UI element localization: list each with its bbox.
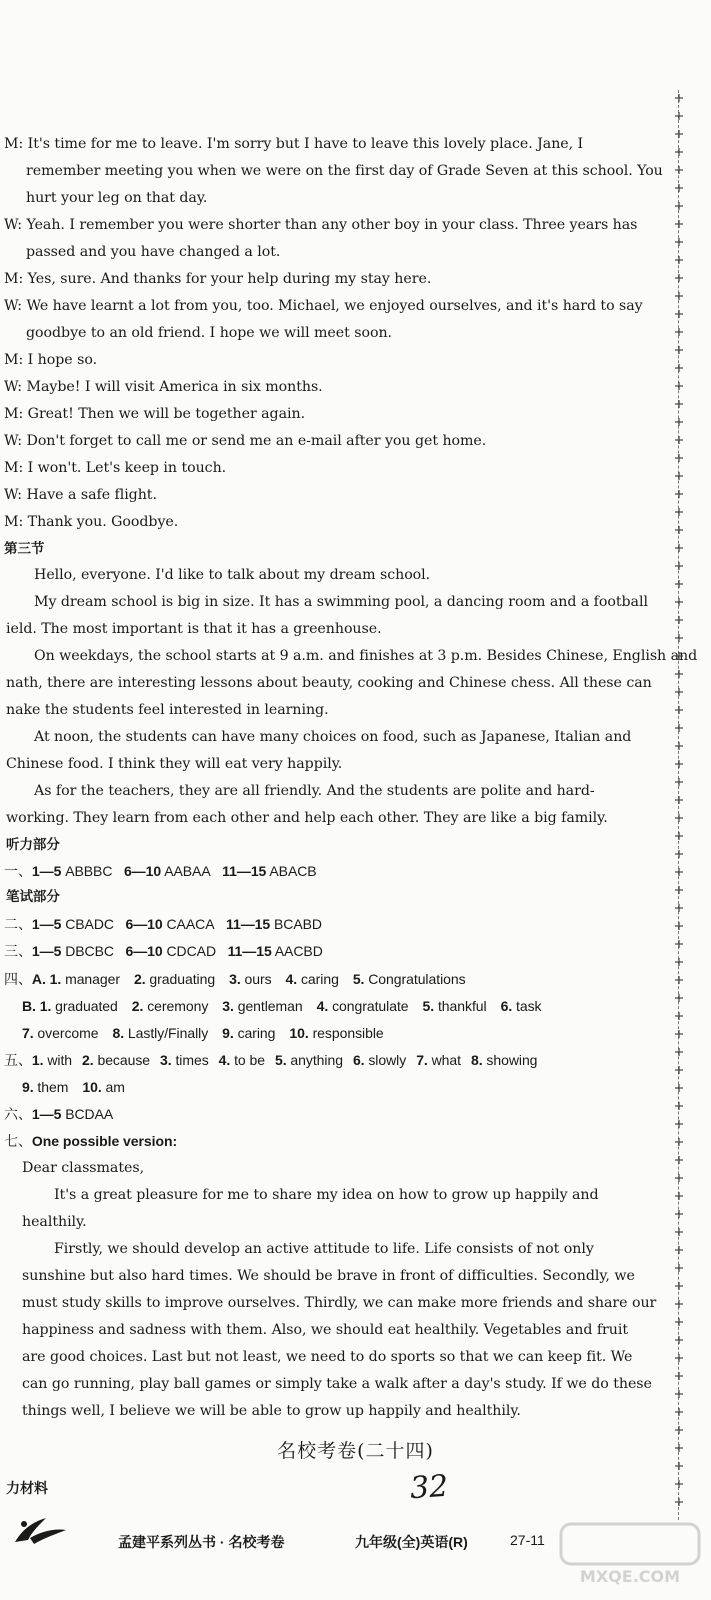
section-4-row-b2 <box>22 1024 384 1042</box>
written-heading: 笔试部分 <box>6 889 60 905</box>
answer-word: task <box>516 998 542 1014</box>
answer-word: graduated <box>55 998 118 1014</box>
answer-word: Congratulations <box>368 971 466 987</box>
range-label: 1—5 <box>31 916 62 932</box>
section-number: 五、 <box>4 1052 32 1068</box>
answer-word: am <box>105 1079 125 1095</box>
item-number: 5. <box>274 1052 291 1068</box>
footer-page-code: 27-11 <box>510 1532 545 1548</box>
item-number: 3. <box>222 998 238 1014</box>
answer-word: anything <box>290 1052 343 1068</box>
item-number: 6. <box>352 1052 369 1068</box>
essay-line: happiness and sadness with them. Also, we should eat healthily. Vegetables and fruit <box>22 1322 628 1338</box>
section-number: 二、 <box>4 916 32 932</box>
item-number: 1. <box>49 971 66 987</box>
item-number: 8. <box>112 1025 128 1041</box>
answer-list <box>22 1079 125 1095</box>
passage-line: At noon, the students can have many choices on food, such as Japanese, Italian and <box>34 729 632 745</box>
answer-word: graduating <box>149 971 216 987</box>
dialogue-line: goodbye to an old friend. I hope we will meet soon. <box>26 325 393 341</box>
item-number: 1. <box>39 998 56 1014</box>
item-number: 2. <box>133 971 150 987</box>
section-3-label: 第三节 <box>4 541 45 557</box>
range-label: 6—10 <box>125 943 163 959</box>
section-4-row-a <box>4 970 466 988</box>
section-number: 七、 <box>4 1133 32 1149</box>
passage-line: Hello, everyone. I'd like to talk about my dream school. <box>34 567 431 583</box>
section-7-heading <box>4 1132 177 1150</box>
answer-group: AACBD <box>274 943 323 959</box>
essay-line: healthily. <box>22 1214 87 1230</box>
answer-word: ceremony <box>147 998 209 1014</box>
passage-line: nake the students feel interested in learning. <box>6 702 329 718</box>
answer-list <box>32 1052 538 1068</box>
essay-line: sunshine but also hard times. We should be brave in front of difficulties. Secondly, we <box>22 1268 635 1284</box>
exam-title: 名校考卷(二十四) <box>277 1440 434 1462</box>
publisher-logo-icon <box>10 1508 70 1552</box>
item-number: 10. <box>82 1079 106 1095</box>
passage-line: As for the teachers, they are all friendly. And the students are polite and hard- <box>34 783 595 799</box>
answer-word: them <box>37 1079 69 1095</box>
section-number: 一、 <box>4 863 32 879</box>
section-2-answers <box>4 915 322 933</box>
dialogue-line: hurt your leg on that day. <box>26 190 208 206</box>
section-number: 三、 <box>4 943 32 959</box>
answer-word: showing <box>486 1052 538 1068</box>
section-4-row-b1 <box>22 997 542 1015</box>
essay-line: can go running, play ball games or simply take a walk after a day's study. If we do these <box>22 1376 652 1392</box>
answer-list <box>50 971 466 987</box>
answer-word: overcome <box>37 1025 99 1041</box>
answer-word: caring <box>300 971 339 987</box>
section-number: 六、 <box>4 1106 32 1122</box>
dialogue-line: M: I hope so. <box>4 352 98 368</box>
answer-group: ABBBC <box>65 863 113 879</box>
item-number: 9. <box>222 1025 238 1041</box>
passage-line: nath, there are interesting lessons about beauty, cooking and Chinese chess. All these can <box>6 675 652 691</box>
answer-group: BCDAA <box>65 1106 114 1122</box>
answer-word: what <box>431 1052 461 1068</box>
listening-answers <box>4 862 317 880</box>
answer-group: ABACB <box>269 863 317 879</box>
essay-line: things well, I believe we will be able to grow up happily and healthily. <box>22 1403 521 1419</box>
range-label: 11—15 <box>226 916 271 932</box>
part-label: B. <box>22 998 36 1014</box>
range-label: 1—5 <box>31 863 62 879</box>
essay-line: Dear classmates, <box>22 1160 145 1176</box>
answer-word: with <box>47 1052 73 1068</box>
answer-group: CBADC <box>65 916 114 932</box>
answer-word: manager <box>65 971 120 987</box>
item-number: 9. <box>22 1079 38 1095</box>
section-3-answers <box>4 942 323 960</box>
answer-word: gentleman <box>237 998 303 1014</box>
passage-line: working. They learn from each other and help each other. They are like a big family. <box>6 810 608 826</box>
item-number: 7. <box>22 1025 38 1041</box>
answer-group: CDCAD <box>166 943 217 959</box>
binding-line <box>678 90 697 1520</box>
footer-series: 孟建平系列丛书 · 名校考卷 <box>118 1534 285 1550</box>
item-number: 5. <box>422 998 438 1014</box>
item-number: 7. <box>416 1052 432 1068</box>
dialogue-line: W: We have learnt a lot from you, too. Michael, we enjoyed ourselves, and it's hard to say <box>4 298 643 314</box>
essay-line: are good choices. Last but not least, we need to do sports so that we can keep fit. We <box>22 1349 633 1365</box>
range-label: 1—5 <box>31 943 62 959</box>
answer-word: times <box>175 1052 209 1068</box>
item-number: 10. <box>289 1025 313 1041</box>
sample-essay-heading: One possible version: <box>31 1133 178 1149</box>
dialogue-line: W: Have a safe flight. <box>4 487 157 503</box>
passage-line: Chinese food. I think they will eat very happily. <box>6 756 343 772</box>
answer-word: congratulate <box>332 998 409 1014</box>
section-6-answers <box>4 1105 113 1123</box>
dialogue-line: M: Yes, sure. And thanks for your help during my stay here. <box>4 271 432 287</box>
answer-word: thankful <box>437 998 487 1014</box>
item-number: 4. <box>285 971 301 987</box>
answer-word: responsible <box>312 1025 384 1041</box>
answer-word: ours <box>244 971 272 987</box>
item-number: 4. <box>316 998 333 1014</box>
answer-word: to be <box>234 1052 265 1068</box>
dialogue-line: M: Great! Then we will be together again. <box>4 406 306 422</box>
dialogue-line: W: Maybe! I will visit America in six months. <box>4 379 323 395</box>
range-label: 6—10 <box>123 863 162 879</box>
essay-line: must study skills to improve ourselves. Thirdly, we can make more friends and share our <box>22 1295 657 1311</box>
dialogue-line: passed and you have changed a lot. <box>26 244 281 260</box>
item-number: 1. <box>31 1052 48 1068</box>
item-number: 2. <box>131 998 148 1014</box>
answer-group: CAACA <box>166 916 215 932</box>
footer-grade: 九年级(全)英语(R) <box>355 1534 468 1550</box>
answer-group: AABAA <box>164 863 211 879</box>
item-number: 3. <box>160 1052 176 1068</box>
range-label: 6—10 <box>125 916 163 932</box>
essay-line: It's a great pleasure for me to share my idea on how to grow up happily and <box>54 1187 599 1203</box>
section-5-row-1 <box>4 1051 537 1069</box>
section-5-row-2 <box>22 1078 125 1096</box>
dialogue-line: W: Don't forget to call me or send me an e-mail after you get home. <box>4 433 487 449</box>
item-number: 5. <box>352 971 369 987</box>
item-number: 6. <box>500 998 517 1014</box>
answer-group: DBCBC <box>65 943 114 959</box>
item-number: 8. <box>470 1052 487 1068</box>
passage-line: My dream school is big in size. It has a swimming pool, a dancing room and a football <box>34 594 648 610</box>
item-number: 3. <box>229 971 245 987</box>
watermark-text: MXQE.COM <box>579 1567 681 1586</box>
dialogue-line: M: It's time for me to leave. I'm sorry but I have to leave this lovely place. Jane, I <box>4 136 584 152</box>
essay-line: Firstly, we should develop an active attitude to life. Life consists of not only <box>54 1241 594 1257</box>
listening-heading: 听力部分 <box>6 837 60 853</box>
dialogue-line: M: Thank you. Goodbye. <box>4 514 179 530</box>
passage-line: On weekdays, the school starts at 9 a.m. and finishes at 3 p.m. Besides Chinese, English and <box>34 648 698 664</box>
passage-line: ield. The most important is that it has a greenhouse. <box>6 621 382 637</box>
listening-material-label: 力材料 <box>6 1480 48 1496</box>
answer-list <box>22 1025 384 1041</box>
answer-word: caring <box>237 1025 276 1041</box>
answer-group: BCABD <box>274 916 322 932</box>
answer-word: because <box>97 1052 151 1068</box>
dialogue-line: M: I won't. Let's keep in touch. <box>4 460 227 476</box>
dialogue-line: remember meeting you when we were on the first day of Grade Seven at this school. You <box>26 163 663 179</box>
site-watermark <box>555 1520 705 1594</box>
item-number: 2. <box>82 1052 98 1068</box>
answer-word: Lastly/Finally <box>127 1025 209 1041</box>
range-label: 1—5 <box>31 1106 62 1122</box>
part-label: A. <box>31 971 46 987</box>
dialogue-line: W: Yeah. I remember you were shorter than any other boy in your class. Three years has <box>4 217 638 233</box>
range-label: 11—15 <box>227 943 272 959</box>
item-number: 4. <box>218 1052 235 1068</box>
handwritten-page-number: 32 <box>408 1468 450 1507</box>
section-number: 四、 <box>4 971 32 987</box>
range-label: 11—15 <box>222 863 267 879</box>
answer-list <box>40 998 542 1014</box>
answer-word: slowly <box>368 1052 407 1068</box>
